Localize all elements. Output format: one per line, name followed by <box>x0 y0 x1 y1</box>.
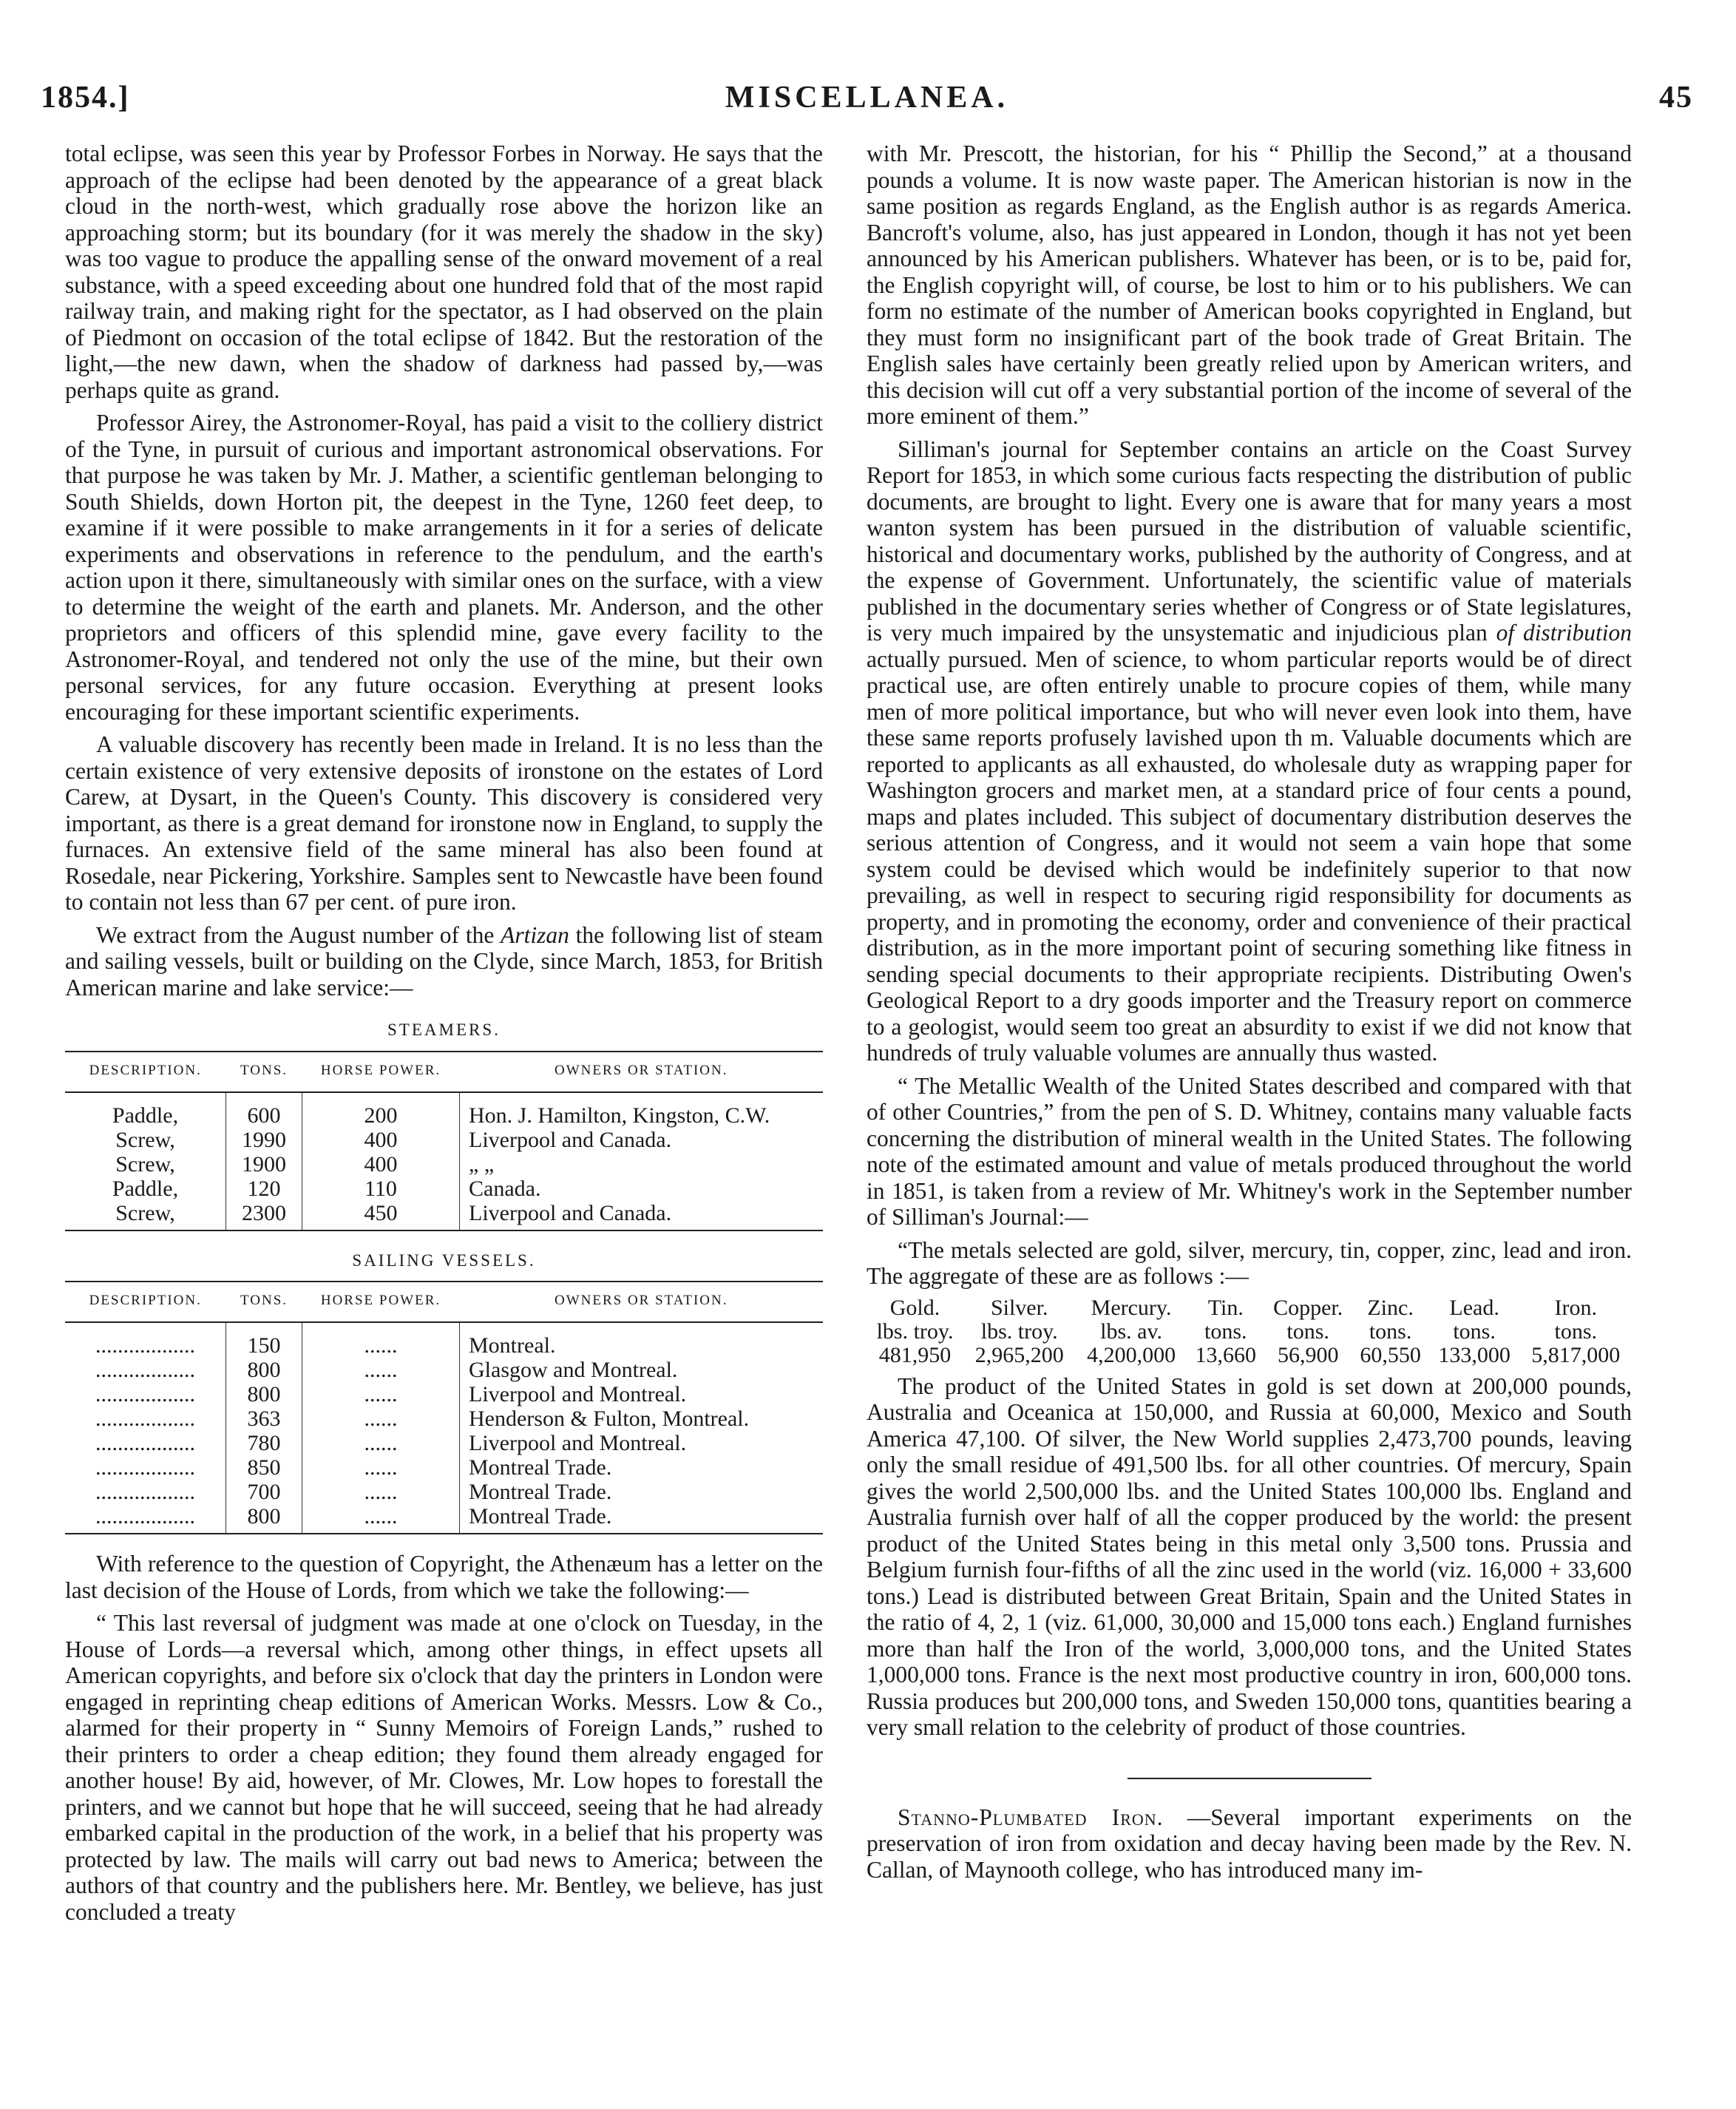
table-row <box>65 1358 823 1382</box>
column-header: OWNERS OR STATION. <box>460 1052 824 1092</box>
vessel-description: Screw, <box>115 1127 175 1152</box>
metal-value: 133,000 <box>1438 1342 1510 1367</box>
steamers-table <box>65 1051 823 1231</box>
column-header: HORSE POWER. <box>302 1052 460 1092</box>
metal-names-row <box>867 1296 1632 1320</box>
metal-value: 13,660 <box>1195 1342 1257 1367</box>
table-row <box>65 1455 823 1480</box>
airey-paragraph: Professor Airey, the Astronomer-Royal, has paid a visit to the colliery district of the Tyne, in pursuit of curious and important astronomical observations. For that purpose he was taken by Mr. J. Mather, a scientific gentleman belonging to South Shields, down Horton pit, the deepest in the Tyne, 1260 feet deep, to examine if it were possible to make arrangements in it for a series of delicate experiments and observations in reference to the pendulum, and the earth's action upon it there, simultaneously with similar ones on the surface, with a view to determine the weight of the earth and planets. Mr. Anderson, and the other proprietors and officers of this splendid mine, gave every facility to the Astronomer-Royal, and tendered not only the use of the mine, but their own personal services, for any future occasion. Everything at present looks encouraging for these important scientific experiments. <box>65 410 823 725</box>
vessel-horse-power: ...... <box>302 1382 460 1406</box>
vessel-owner: Liverpool and Canada. <box>460 1128 824 1152</box>
header-year: 1854.] <box>41 81 130 115</box>
metal-value: 2,965,200 <box>974 1342 1064 1367</box>
vessel-tons: 800 <box>226 1382 302 1406</box>
us-product-paragraph: The product of the United States in gold is set down at 200,000 pounds, Australia and Oceanica at 150,000, and Russia at 60,000, Mexico and South America 47,100. Of silver, the New World supplies 2,473,700 pounds, leaving only the small residue of 491,500 lbs. for all other countries. Of mercury, Spain gives the world 2,500,000 lbs. and the United States 100,000 lbs. England and Australia furnish over half of all the copper produced by the world: the present product of the United States being in this metal only 3,500 tons. Prussia and Belgium furnish four-fifths of all the zinc used in the world (viz. 16,000 + 33,600 tons.) Lead is distributed between Great Britain, Spain and the United States in the ratio of 4, 2, 1 (viz. 61,000, 30,000 and 15,000 tons each.) England furnishes more than half the Iron of the world, 3,000,000 tons, and the United States 1,000,000 tons. France is the next most productive country in iron, 600,000 tons. Russia produces but 200,000 tons, and Sweden 150,000 tons, quantities bearing a very small relation to the celebrity of product of those countries. <box>867 1372 1632 1740</box>
table-row <box>65 1092 823 1128</box>
metal-unit: lbs. av. <box>1100 1318 1163 1344</box>
vessel-tons: 2300 <box>226 1201 302 1230</box>
metallic-wealth-paragraph: “ The Metallic Wealth of the United States described and compared with that of other Countries,” from the pen of S. D. Whitney, contains many valuable facts concerning the distribution of mineral wealth in the United States. The following note of the estimated amount and value of metals produced throughout the world in 1851, is taken from a review of Mr. Whitney's work in the September number of Silliman's Journal:— <box>867 1072 1632 1230</box>
vessel-description: .................. <box>95 1358 195 1382</box>
sailing-table <box>65 1281 823 1534</box>
vessel-owner: Liverpool and Montreal. <box>460 1382 824 1406</box>
vessel-description: Paddle, <box>112 1103 179 1128</box>
metal-unit: tons. <box>1453 1318 1496 1344</box>
table-row <box>65 1382 823 1406</box>
vessel-horse-power: ...... <box>302 1431 460 1455</box>
metals-intro: “The metals selected are gold, silver, mercury, tin, copper, zinc, lead and iron. The aggregate of these are as follows :— <box>867 1236 1632 1289</box>
vessel-horse-power: ...... <box>302 1406 460 1431</box>
table-row <box>65 1152 823 1177</box>
table-row <box>65 1201 823 1230</box>
silliman-text-a: Silliman's journal for September contains an article on the Coast Survey Report for 1853, in which some curious facts respecting the distribution of public documents, are brought to light. Every one is aware that for many years a most wanton system has been pursued in the distribution of valuable scientific, historical and documentary works, published by the authority of Congress, and at the expense of Government. Unfortunately, the scientific value of materials published in the documentary series whether of Congress or of State legislatures, is very much impaired by the unsystematic and injudicious plan <box>867 436 1632 646</box>
section-divider <box>1128 1778 1371 1779</box>
vessel-description: .................. <box>95 1382 195 1406</box>
metal-name: Iron. <box>1554 1295 1598 1320</box>
vessel-owner: Liverpool and Montreal. <box>460 1431 824 1455</box>
column-header: TONS. <box>226 1282 302 1322</box>
artizan-text-a: We extract from the August number of the <box>96 921 501 948</box>
vessel-owner: „ „ <box>460 1152 824 1177</box>
vessel-tons: 363 <box>226 1406 302 1431</box>
vessel-horse-power: 450 <box>302 1201 460 1230</box>
vessel-horse-power: 400 <box>302 1128 460 1152</box>
metal-value: 5,817,000 <box>1531 1342 1621 1367</box>
metal-name: Lead. <box>1449 1295 1499 1320</box>
vessel-owner: Montreal Trade. <box>460 1480 824 1504</box>
vessel-description: .................. <box>95 1480 195 1504</box>
metal-name: Copper. <box>1273 1295 1343 1320</box>
metal-unit: lbs. troy. <box>876 1318 954 1344</box>
metal-name: Gold. <box>889 1295 940 1320</box>
artizan-text-b: the following list of steam and sailing vessels, built or building on the Clyde, since March, 1853, for British American marine and lake service:— <box>65 921 823 1001</box>
vessel-owner: Montreal Trade. <box>460 1455 824 1480</box>
vessel-tons: 120 <box>226 1177 302 1201</box>
metal-name: Tin. <box>1207 1295 1244 1320</box>
vessel-tons: 700 <box>226 1480 302 1504</box>
vessel-description: .................. <box>95 1431 195 1455</box>
steamers-rows <box>65 1092 823 1230</box>
silliman-text-b: actually pursued. Men of science, to whom particular reports would be of direct practical use, are often entirely unable to procure copies of them, while many men of more political importance, but who will never even look into them, have these same reports profusely lavished upon th m. Valuable documents which are reported to applicants as all exhausted, do wholesale duty as wrapping paper for Washington grocers and market men, at a standard price of four cents a pound, maps and plates included. This subject of documentary distribution deserves the serious attention of Congress, and it would not seem a vain hope that some system could be devised which would be indefinitely superior to that now prevailing, as well in respect to securing rigid responsibility for documents as property, and in promoting the economy, order and convenience of their practical distribution, as in the more important point of securing something like fitness in sending special documents to their appropriate recipients. Distributing Owen's Geological Report to a dry goods importer and the Treasury report on commerce to a geologist, would seem too great an absurdity to exist if we did not know that hundreds of truly valuable volumes are annually thus wasted. <box>867 646 1632 1066</box>
stanno-text: —Several important experiments on the preservation of iron from oxidation and decay having been made by the Rev. N. Callan, of Maynooth college, who has introduced many im- <box>867 1804 1632 1883</box>
vessel-description: .................. <box>95 1406 195 1431</box>
vessel-tons: 780 <box>226 1431 302 1455</box>
metal-unit: tons. <box>1554 1318 1598 1344</box>
table-row <box>65 1406 823 1431</box>
vessel-tons: 850 <box>226 1455 302 1480</box>
metal-values-row <box>867 1344 1632 1367</box>
sailing-rows <box>65 1322 823 1534</box>
vessel-horse-power: ...... <box>302 1455 460 1480</box>
vessel-description: Screw, <box>65 1201 226 1230</box>
artizan-title: Artizan <box>501 921 569 948</box>
vessel-horse-power: ...... <box>302 1358 460 1382</box>
stanno-paragraph <box>867 1804 1632 1883</box>
vessel-horse-power: ...... <box>302 1322 460 1358</box>
column-header: DESCRIPTION. <box>65 1282 226 1322</box>
vessel-owner: Montreal Trade. <box>460 1504 824 1534</box>
left-column <box>65 141 823 1932</box>
vessel-owner: Liverpool and Canada. <box>460 1201 824 1230</box>
vessel-tons: 1990 <box>226 1128 302 1152</box>
sailing-title: SAILING VESSELS. <box>352 1250 536 1270</box>
vessel-horse-power: ...... <box>302 1504 460 1534</box>
steamers-title: STEAMERS. <box>387 1020 501 1039</box>
vessel-owner: Henderson & Fulton, Montreal. <box>460 1406 824 1431</box>
vessel-owner: Glasgow and Montreal. <box>460 1358 824 1382</box>
vessel-description: .................. <box>65 1504 226 1534</box>
vessel-tons: 800 <box>226 1504 302 1534</box>
metal-name: Mercury. <box>1091 1295 1172 1320</box>
table-row <box>65 1504 823 1534</box>
table-row <box>65 1177 823 1201</box>
vessel-horse-power: ...... <box>302 1480 460 1504</box>
artizan-paragraph <box>65 922 823 1001</box>
metal-name: Zinc. <box>1367 1295 1414 1320</box>
column-header: HORSE POWER. <box>302 1282 460 1322</box>
vessel-horse-power: 400 <box>302 1152 460 1177</box>
page-number: 45 <box>1659 81 1693 115</box>
vessel-tons: 150 <box>226 1322 302 1358</box>
silliman-emphasis: of distribution <box>1496 620 1632 646</box>
eclipse-paragraph: total eclipse, was seen this year by Professor Forbes in Norway. He says that the approach of the eclipse had been denoted by the appearance of a great black cloud in the north-west, which gradually rose above the horizon like an approaching storm; but its boundary (for it was merely the shadow in the sky) was too vague to produce the appalling sense of the onward movement of a real substance, with a speed exceeding about one hundred fold that of the most rapid railway train, and making right for the spectator, as I had observed on the plain of Piedmont on occasion of the total eclipse of 1842. But the restoration of the light,—the new dawn, when the shadow of darkness had passed by,—was perhaps quite as grand. <box>65 141 823 403</box>
vessel-owner: Montreal. <box>460 1322 824 1358</box>
column-header: TONS. <box>226 1052 302 1092</box>
vessel-horse-power: 200 <box>302 1092 460 1128</box>
metal-unit: tons. <box>1204 1318 1247 1344</box>
vessel-tons: 1900 <box>226 1152 302 1177</box>
metal-value: 60,550 <box>1360 1342 1421 1367</box>
vessel-description: .................. <box>95 1333 195 1358</box>
silliman-paragraph <box>867 436 1632 1066</box>
metal-value: 56,900 <box>1277 1342 1339 1367</box>
metal-name: Silver. <box>990 1295 1048 1320</box>
table-row <box>65 1431 823 1455</box>
metal-unit: tons. <box>1369 1318 1412 1344</box>
vessel-horse-power: 110 <box>302 1177 460 1201</box>
vessel-owner: Hon. J. Hamilton, Kingston, C.W. <box>460 1092 824 1128</box>
copyright-paragraph: With reference to the question of Copyright, the Athenæum has a letter on the last decision of the House of Lords, from which we take the following:— <box>65 1551 823 1603</box>
copyright-quote: “ This last reversal of judgment was made at one o'clock on Tuesday, in the House of Lords—a reversal which, among other things, in effect upsets all American copyrights, and before six o'clock that day the printers in London were engaged in reprinting cheap editions of American Works. Messrs. Low & Co., alarmed for their property in “ Sunny Memoirs of Foreign Lands,” rushed to their printers to order a cheap edition; they found them already engaged for another house! By aid, however, of Mr. Clowes, Mr. Low hopes to forestall the printers, and we cannot but hope that he will succeed, seeing that he had already embarked capital in the production of the work, in a belief that his property was protected by law. The mails will carry out bad news to America; between the authors of that country and the publishers here. Mr. Bentley, we believe, has just concluded a treaty <box>65 1610 823 1925</box>
vessel-tons: 600 <box>226 1092 302 1128</box>
header-title: MISCELLANEA. <box>725 81 1009 115</box>
right-column <box>867 141 1632 1889</box>
table-row <box>65 1128 823 1152</box>
metal-unit: lbs. troy. <box>980 1318 1058 1344</box>
metal-unit: tons. <box>1286 1318 1329 1344</box>
vessel-description: Screw, <box>115 1151 175 1177</box>
column-header: OWNERS OR STATION. <box>460 1282 824 1322</box>
prescott-paragraph: with Mr. Prescott, the historian, for his “ Phillip the Second,” at a thousand pounds a volume. It is now waste paper. The American historian is now in the same position as regards England, as the English author is as regards America. Bancroft's volume, also, has just appeared in London, though it has not yet been announced by his American publishers. Whatever has been, or is to be, paid for, the English copyright will, of course, be lost to him or to his publishers. We can form no estimate of the number of American books copyrighted in England, but they must form no insignificant part of the book trade of Great Britain. The English sales have certainly been greatly relied upon by American writers, and this decision will cut off a very substantial portion of the income of several of the more eminent of them.” <box>867 141 1632 429</box>
vessel-description: .................. <box>95 1455 195 1480</box>
page-header <box>41 80 1693 117</box>
table-row <box>65 1480 823 1504</box>
metal-value: 4,200,000 <box>1087 1342 1176 1367</box>
metal-value: 481,950 <box>878 1342 952 1367</box>
column-header: DESCRIPTION. <box>65 1052 226 1092</box>
metals-table <box>867 1296 1632 1367</box>
vessel-tons: 800 <box>226 1358 302 1382</box>
metal-units-row <box>867 1320 1632 1344</box>
vessel-description: Paddle, <box>112 1176 179 1201</box>
ironstone-paragraph: A valuable discovery has recently been made in Ireland. It is no less than the certain existence of very extensive deposits of ironstone on the estates of Lord Carew, at Dysart, in the Queen's County. This discovery is considered very important, as there is a great demand for ironstone now in England, to supply the furnaces. An extensive field of the same mineral has also been found at Rosedale, near Pickering, Yorkshire. Samples sent to Newcastle have been found to contain not less than 67 per cent. of pure iron. <box>65 731 823 915</box>
table-row <box>65 1322 823 1358</box>
stanno-heading: Stanno-Plumbated Iron. <box>898 1804 1164 1830</box>
vessel-owner: Canada. <box>460 1177 824 1201</box>
